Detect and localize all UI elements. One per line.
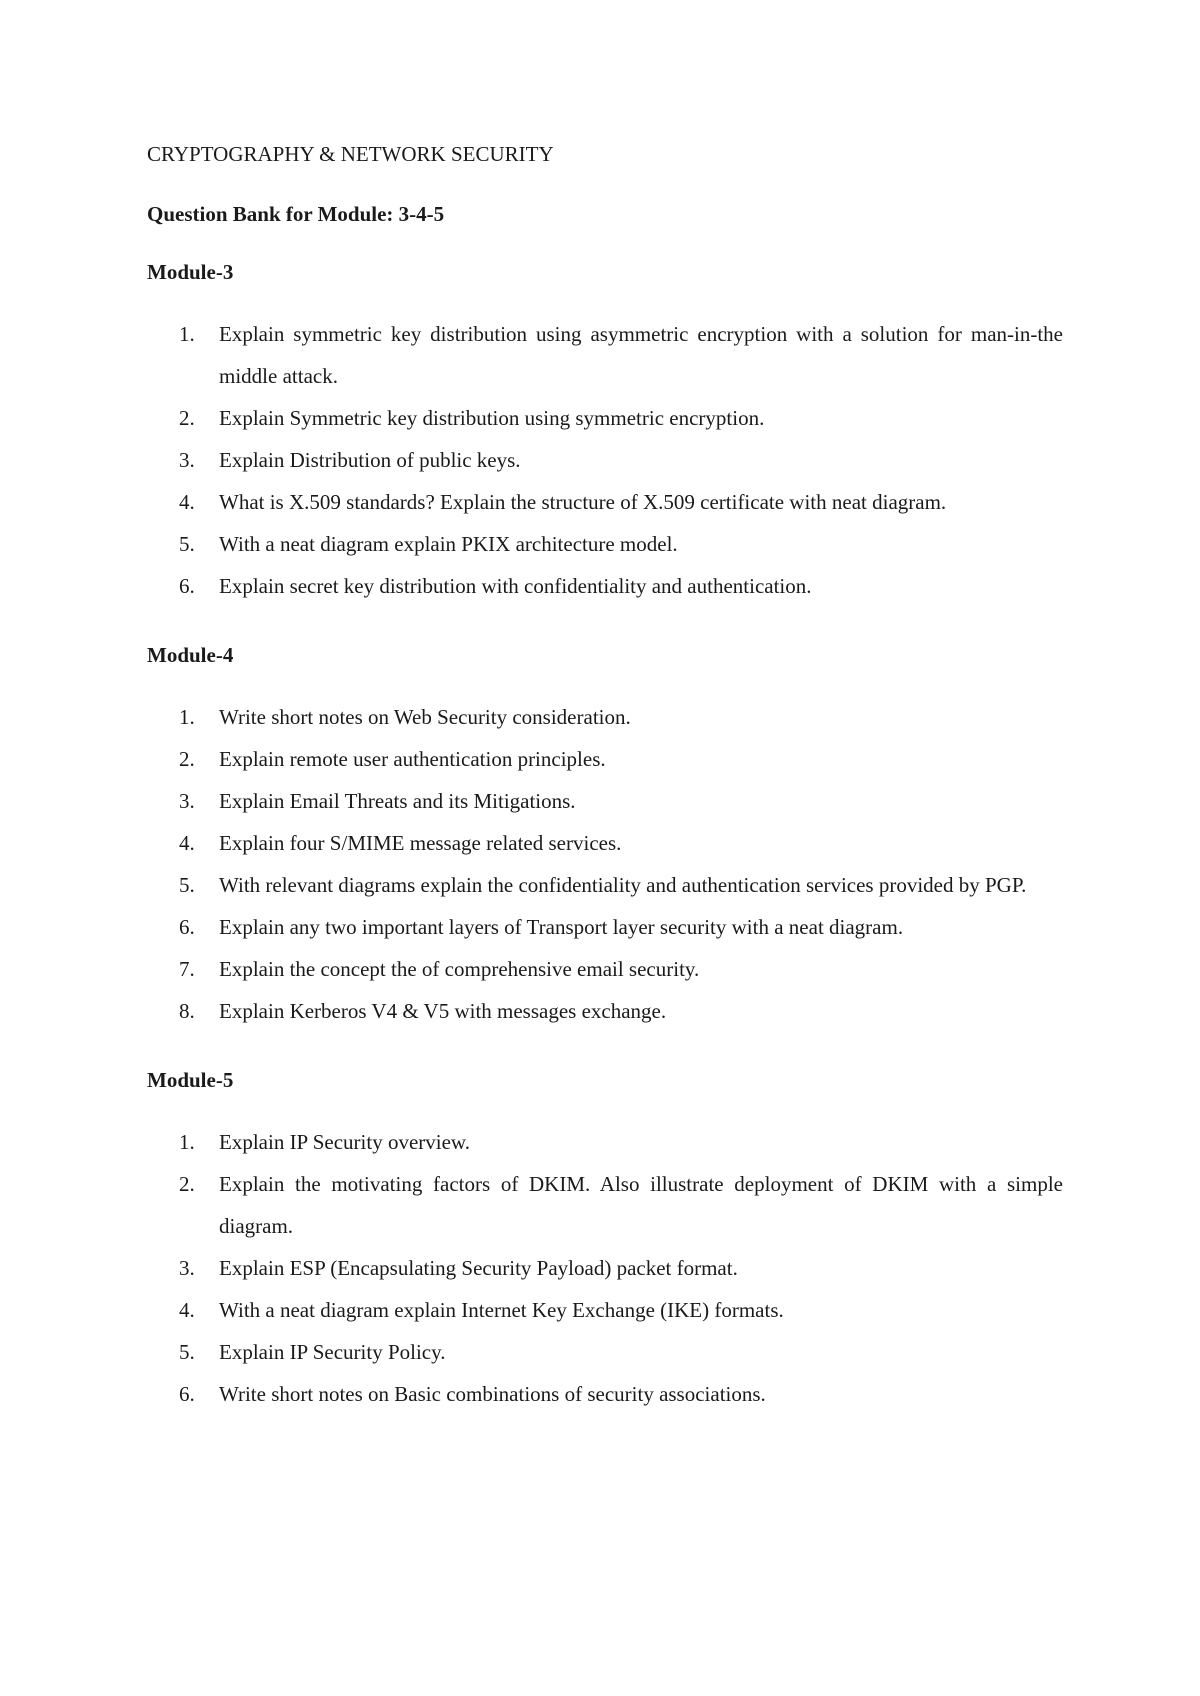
list-item	[147, 1247, 1063, 1289]
question-list	[147, 696, 1063, 1032]
question-text: Explain IP Security Policy.	[219, 1340, 446, 1364]
list-item	[147, 738, 1063, 780]
question-text: Explain the concept the of comprehensive email security.	[219, 957, 700, 981]
question-number: 6.	[179, 574, 195, 598]
list-item	[147, 1331, 1063, 1373]
question-number: 2.	[179, 1172, 195, 1196]
list-item	[147, 780, 1063, 822]
list-item	[147, 1373, 1063, 1415]
list-item	[147, 948, 1063, 990]
question-number: 1.	[179, 705, 195, 729]
question-text: With relevant diagrams explain the confidentiality and authentication services provided by PGP.	[219, 873, 1027, 897]
module-heading: Module-3	[147, 260, 234, 284]
question-text: Explain any two important layers of Transport layer security with a neat diagram.	[219, 915, 904, 939]
question-text: What is X.509 standards? Explain the structure of X.509 certificate with neat diagram.	[219, 490, 947, 514]
question-text: Explain four S/MIME message related services.	[219, 831, 622, 855]
question-number: 6.	[179, 915, 195, 939]
question-number: 4.	[179, 1298, 195, 1322]
question-number: 4.	[179, 490, 195, 514]
question-number: 1.	[179, 322, 195, 346]
question-text: With a neat diagram explain Internet Key Exchange (IKE) formats.	[219, 1298, 784, 1322]
question-number: 6.	[179, 1382, 195, 1406]
module-3-section	[147, 260, 1063, 607]
question-number: 3.	[179, 1256, 195, 1280]
document-subtitle: Question Bank for Module: 3-4-5	[147, 202, 445, 226]
question-number: 3.	[179, 789, 195, 813]
question-text: Explain Symmetric key distribution using symmetric encryption.	[219, 406, 765, 430]
list-item	[147, 1289, 1063, 1331]
question-number: 2.	[179, 747, 195, 771]
question-text: Explain remote user authentication principles.	[219, 747, 606, 771]
list-item	[147, 565, 1063, 607]
question-text: Explain ESP (Encapsulating Security Payload) packet format.	[219, 1256, 738, 1280]
module-4-section	[147, 643, 1063, 1032]
question-number: 5.	[179, 532, 195, 556]
module-5-section	[147, 1068, 1063, 1415]
question-text: Explain Distribution of public keys.	[219, 448, 521, 472]
list-item	[147, 1121, 1063, 1163]
question-text: Write short notes on Basic combinations of security associations.	[219, 1382, 766, 1406]
list-item	[147, 439, 1063, 481]
question-number: 3.	[179, 448, 195, 472]
question-list	[147, 313, 1063, 607]
question-list	[147, 1121, 1063, 1415]
question-number: 2.	[179, 406, 195, 430]
question-number: 5.	[179, 1340, 195, 1364]
list-item	[147, 906, 1063, 948]
question-text: Explain IP Security overview.	[219, 1130, 470, 1154]
list-item	[147, 864, 1063, 906]
list-item	[147, 397, 1063, 439]
question-number: 7.	[179, 957, 195, 981]
question-text: Explain secret key distribution with confidentiality and authentication.	[219, 574, 812, 598]
document-title: CRYPTOGRAPHY & NETWORK SECURITY	[147, 142, 554, 166]
question-text: Explain Email Threats and its Mitigations.	[219, 789, 576, 813]
question-text: Explain the motivating factors of DKIM. Also illustrate deployment of DKIM with a simple diagram.	[219, 1172, 1063, 1238]
list-item	[147, 523, 1063, 565]
module-heading: Module-5	[147, 1068, 234, 1092]
list-item	[147, 990, 1063, 1032]
question-text: Explain symmetric key distribution using asymmetric encryption with a solution for man-in-the middle attack.	[219, 322, 1063, 388]
module-heading: Module-4	[147, 643, 234, 667]
list-item	[147, 481, 1063, 523]
question-number: 1.	[179, 1130, 195, 1154]
list-item	[147, 1163, 1063, 1247]
question-text: With a neat diagram explain PKIX architecture model.	[219, 532, 678, 556]
question-number: 8.	[179, 999, 195, 1023]
document-page	[147, 142, 1063, 1451]
question-number: 5.	[179, 873, 195, 897]
list-item	[147, 313, 1063, 397]
list-item	[147, 696, 1063, 738]
question-number: 4.	[179, 831, 195, 855]
question-text: Write short notes on Web Security consideration.	[219, 705, 631, 729]
list-item	[147, 822, 1063, 864]
question-text: Explain Kerberos V4 & V5 with messages exchange.	[219, 999, 667, 1023]
